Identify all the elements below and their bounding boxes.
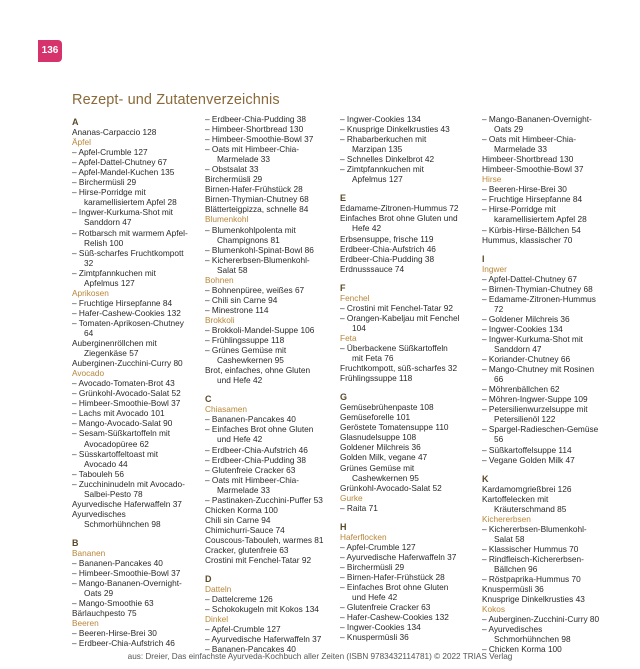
index-subentry: – Schnelles Dinkelbrot 42 <box>340 154 468 164</box>
index-section: Fenchel <box>340 292 370 303</box>
index-section: Chiasamen <box>205 404 247 415</box>
index-column-1 <box>72 114 192 648</box>
index-subentry: – Knuspermüsli 36 <box>340 632 468 642</box>
index-entry: Kartoffelecken mit <box>482 493 549 504</box>
index-subentry: – Apfel-Crumble 127 <box>340 542 468 552</box>
index-continuation: Marmelade 33 <box>217 484 271 495</box>
index-entry: Crostini mit Fenchel-Tatar 92 <box>205 555 312 566</box>
index-gap <box>72 529 192 535</box>
index-subentry: – Vegane Golden Milk 47 <box>482 455 612 465</box>
index-subentry: – Apfel-Dattel-Chutney 67 <box>72 157 192 167</box>
index-subentry: – Spargel-Radieschen-Gemüse <box>482 424 612 434</box>
index-continuation: und Hefe 42 <box>217 434 263 445</box>
index-subentry: – Pastinaken-Zucchini-Puffer 53 <box>205 495 333 505</box>
index-entry: Erdnusssauce 74 <box>340 263 405 274</box>
index-subentry: – Bohnenpüree, weißes 67 <box>205 285 333 295</box>
index-subentry: – Koriander-Chutney 66 <box>482 354 612 364</box>
index-subentry: – Blumenkohlpolenta mit <box>205 225 333 235</box>
index-section: Beeren <box>72 618 99 629</box>
index-subentry: – Blumenkohl-Spinat-Bowl 86 <box>205 245 333 255</box>
index-entry: Brot, einfaches, ohne Gluten <box>205 365 311 376</box>
index-gap <box>340 274 468 280</box>
index-continuation: 32 <box>84 257 94 268</box>
index-subentry: – Knusprige Dinkelkrusties 43 <box>340 124 468 134</box>
index-entry: Knuspermüsli 36 <box>482 584 544 595</box>
index-subentry: – Apfel-Crumble 127 <box>205 624 333 634</box>
index-continuation: Marzipan 135 <box>352 144 403 155</box>
index-entry: Chicken Korma 100 <box>205 504 278 515</box>
index-subentry: – Himbeer-Shortbread 130 <box>205 124 333 134</box>
index-subentry: – Mango-Avocado-Salat 90 <box>72 418 192 428</box>
index-subentry: – Ayurvedische Haferwaffeln 37 <box>340 552 468 562</box>
index-subentry: – Ayurvedisches <box>482 624 612 634</box>
index-letter: E <box>340 193 347 204</box>
index-subentry: – Birnen-Hafer-Frühstück 28 <box>340 572 468 582</box>
index-subentry: – Zimtpfannkuchen mit <box>340 164 468 174</box>
index-section: Blumenkohl <box>205 214 249 225</box>
index-subentry: – Oats mit Himbeer-Chia- <box>482 134 612 144</box>
index-entry: Frühlingssuppe 118 <box>340 373 413 384</box>
index-continuation: Schmorhühnchen 98 <box>494 634 571 645</box>
index-continuation: Salat 58 <box>494 533 525 544</box>
index-subentry: – Kichererbsen-Blumenkohl- <box>482 524 612 534</box>
index-subentry: – Lachs mit Avocado 101 <box>72 408 192 418</box>
index-continuation: Cashewkernen 95 <box>352 472 419 483</box>
index-section: Hirse <box>482 174 502 185</box>
index-subentry: – Mango-Bananen-Overnight- <box>72 578 192 588</box>
index-letter: H <box>340 521 347 532</box>
index-subentry: – Ayurvedische Haferwaffeln 37 <box>205 634 333 644</box>
index-gap <box>340 184 468 190</box>
index-subentry: – Zucchininudeln mit Avocado- <box>72 479 192 489</box>
index-gap <box>482 465 612 471</box>
index-subentry: – Petersilienwurzelsuppe mit <box>482 404 612 414</box>
index-subentry: – Glutenfreie Cracker 63 <box>205 465 333 475</box>
index-subentry: – Himbeer-Smoothie-Bowl 37 <box>72 568 192 578</box>
index-subentry: – Sesam-Süßkartoffeln mit <box>72 428 192 438</box>
index-subentry: – Rhabarberkuchen mit <box>340 134 468 144</box>
index-entry: Knusprige Dinkelkrusties 43 <box>482 594 585 605</box>
index-column-3 <box>340 114 468 642</box>
index-subentry: – Süß-scharfes Fruchtkompott <box>72 248 192 258</box>
index-subentry: – Mango-Smoothie 63 <box>72 598 192 608</box>
index-gap <box>482 245 612 251</box>
index-continuation: Apfelmus 127 <box>352 174 403 185</box>
index-subentry: – Himbeer-Smoothie-Bowl 37 <box>205 134 333 144</box>
index-entry: Goldener Milchreis 36 <box>340 442 421 453</box>
index-continuation: Oats 29 <box>494 124 524 135</box>
index-subentry: – Orangen-Kabeljau mit Fenchel <box>340 313 468 323</box>
index-entry: Auberginen-Zucchini-Curry 80 <box>72 358 183 369</box>
index-subentry: – Hirse-Porridge mit <box>482 204 612 214</box>
index-continuation: Bällchen 96 <box>494 564 538 575</box>
index-section: Bananen <box>72 547 106 558</box>
index-continuation: Kräuterschmand 85 <box>494 503 567 514</box>
index-gap <box>340 513 468 519</box>
index-continuation: Cashewkernen 95 <box>217 355 284 366</box>
index-subentry: – Crostini mit Fenchel-Tatar 92 <box>340 303 468 313</box>
index-entry: Fruchtkompott, süß-scharfes 32 <box>340 363 458 374</box>
index-continuation: 66 <box>494 374 504 385</box>
index-continuation: Apfelmus 127 <box>84 277 135 288</box>
index-entry: Grünes Gemüse mit <box>340 462 415 473</box>
index-subentry: – Ingwer-Kurkuma-Shot mit <box>72 207 192 217</box>
index-subentry: – Überbackene Süßkartoffeln <box>340 343 468 353</box>
index-subentry: – Avocado-Tomaten-Brot 43 <box>72 378 192 388</box>
index-subentry: – Schokokugeln mit Kokos 134 <box>205 604 333 614</box>
index-subentry: – Ingwer-Kurkuma-Shot mit <box>482 334 612 344</box>
index-continuation: karamellisiertem Apfel 28 <box>84 197 177 208</box>
index-subentry: – Dattelcreme 126 <box>205 594 333 604</box>
index-entry: Auberginenröllchen mit <box>72 338 157 349</box>
index-subentry: – Apfel-Crumble 127 <box>72 147 192 157</box>
index-subentry: – Grünes Gemüse mit <box>205 345 333 355</box>
index-subentry: – Kürbis-Hirse-Bällchen 54 <box>482 225 612 235</box>
index-subentry: – Möhren-Ingwer-Suppe 109 <box>482 394 612 404</box>
index-continuation: karamellisiertem Apfel 28 <box>494 214 587 225</box>
index-continuation: 72 <box>494 303 504 314</box>
index-section: Kichererbsen <box>482 513 531 524</box>
index-entry: Himbeer-Shortbread 130 <box>482 154 574 165</box>
index-subentry: – Erdbeer-Chia-Pudding 38 <box>205 455 333 465</box>
index-letter: A <box>72 117 79 127</box>
index-entry: Einfaches Brot ohne Gluten und <box>340 213 458 224</box>
index-entry: Chili sin Carne 94 <box>205 514 271 525</box>
index-subentry: – Beeren-Hirse-Brei 30 <box>72 628 192 638</box>
index-entry: Himbeer-Smoothie-Bowl 37 <box>482 164 584 175</box>
index-subentry: – Apfel-Mandel-Kuchen 135 <box>72 167 192 177</box>
index-continuation: Ziegenkäse 57 <box>84 348 139 359</box>
index-subentry: – Rindfleisch-Kichererbsen- <box>482 554 612 564</box>
index-subentry: – Chili sin Carne 94 <box>205 295 333 305</box>
index-entry: Bärlauchpesto 75 <box>72 608 137 619</box>
index-continuation: Avocado 44 <box>84 458 128 469</box>
index-section: Äpfel <box>72 137 91 148</box>
index-subentry: – Mango-Bananen-Overnight- <box>482 114 612 124</box>
index-subentry: – Oats mit Himbeer-Chia- <box>205 475 333 485</box>
index-subentry: – Erdbeer-Chia-Aufstrich 46 <box>205 445 333 455</box>
index-entry: Golden Milk, vegane 47 <box>340 452 428 463</box>
index-subentry: – Kichererbsen-Blumenkohl- <box>205 255 333 265</box>
index-subentry: – Süßkartoffelsuppe 114 <box>482 445 612 455</box>
index-section: Brokkoli <box>205 314 235 325</box>
index-section: Kokos <box>482 604 506 615</box>
index-subentry: – Tomaten-Aprikosen-Chutney <box>72 318 192 328</box>
index-subentry: – Röstpaprika-Hummus 70 <box>482 574 612 584</box>
index-continuation: und Hefe 42 <box>217 375 263 386</box>
index-subentry: – Hafer-Cashew-Cookies 132 <box>340 612 468 622</box>
index-continuation: Marmelade 33 <box>217 154 271 165</box>
index-subentry: – Minestrone 114 <box>205 305 333 315</box>
index-gap <box>340 383 468 389</box>
index-subentry: – Edamame-Zitronen-Hummus <box>482 294 612 304</box>
index-subentry: – Zimtpfannkuchen mit <box>72 268 192 278</box>
index-entry: Edamame-Zitronen-Hummus 72 <box>340 203 459 214</box>
index-entry: Glasnudelsuppe 108 <box>340 432 417 443</box>
index-entry: Gemüsebrühenpaste 108 <box>340 402 434 413</box>
index-section: Feta <box>340 332 357 343</box>
index-letter: B <box>72 537 79 548</box>
index-subentry: – Tabouleh 56 <box>72 469 192 479</box>
index-entry: Gemüseforelle 101 <box>340 412 411 423</box>
index-subentry: – Mango-Chutney mit Rosinen <box>482 364 612 374</box>
index-continuation: Petersilienöl 122 <box>494 414 556 425</box>
index-subentry: – Hirse-Porridge mit <box>72 187 192 197</box>
index-gap <box>205 385 333 391</box>
index-entry: Ayurvedische Haferwaffeln 37 <box>72 498 182 509</box>
index-section: Gurke <box>340 492 363 503</box>
index-subentry: – Himbeer-Smoothie-Bowl 37 <box>72 398 192 408</box>
index-entry: Kardamomgrießbrei 126 <box>482 483 572 494</box>
index-column-4 <box>482 114 612 654</box>
index-entry: Birchermüsli 29 <box>205 174 263 185</box>
index-subentry: – Fruchtige Hirsepfanne 84 <box>482 194 612 204</box>
index-continuation: und Hefe 42 <box>352 592 398 603</box>
index-entry: Couscous-Tabouleh, warmes 81 <box>205 534 324 545</box>
index-entry: Chimichurri-Sauce 74 <box>205 524 285 535</box>
index-continuation: Hefe 42 <box>352 223 382 234</box>
index-continuation: Schmorhühnchen 98 <box>84 518 161 529</box>
index-section: Avocado <box>72 368 105 379</box>
index-subentry: – Chicken Korma 100 <box>482 644 612 654</box>
index-column-2 <box>205 114 333 654</box>
index-subentry: – Brokkoli-Mandel-Suppe 106 <box>205 325 333 335</box>
page-footer: aus: Dreier, Das einfachste Ayurveda-Kochbuch aller Zeiten (ISBN 9783432114781) © 2022 TRIAS Verlag <box>127 652 513 661</box>
index-subentry: – Birchermüsli 29 <box>340 562 468 572</box>
index-subentry: – Apfel-Dattel-Chutney 67 <box>482 274 612 284</box>
index-section: Bohnen <box>205 274 234 285</box>
index-subentry: – Einfaches Brot ohne Gluten <box>340 582 468 592</box>
index-subentry: – Rotbarsch mit warmem Apfel- <box>72 228 192 238</box>
index-subentry: – Ingwer-Cookies 134 <box>340 622 468 632</box>
index-continuation: Sanddorn 47 <box>494 344 542 355</box>
index-continuation: Champignons 81 <box>217 234 280 245</box>
index-subentry: – Möhrenbällchen 62 <box>482 384 612 394</box>
index-entry: Ayurvedisches <box>72 508 126 519</box>
index-subentry: – Bananen-Pancakes 40 <box>205 644 333 654</box>
index-letter: F <box>340 282 346 293</box>
index-gap <box>205 565 333 571</box>
index-subentry: – Erdbeer-Chia-Aufstrich 46 <box>72 638 192 648</box>
index-letter: D <box>205 574 212 585</box>
index-subentry: – Erdbeer-Chia-Pudding 38 <box>205 114 333 124</box>
index-subentry: – Raita 71 <box>340 503 468 513</box>
index-continuation: 104 <box>352 322 366 333</box>
index-section: Haferflocken <box>340 531 387 542</box>
index-continuation: Marmelade 33 <box>494 144 548 155</box>
index-entry: Erdbeer-Chia-Pudding 38 <box>340 253 435 264</box>
index-subentry: – Ingwer-Cookies 134 <box>482 324 612 334</box>
index-entry: Erdbeer-Chia-Aufstrich 46 <box>340 243 436 254</box>
index-continuation: Salat 58 <box>217 264 248 275</box>
index-subentry: – Beeren-Hirse-Brei 30 <box>482 184 612 194</box>
index-continuation: 56 <box>494 434 504 445</box>
index-subentry: – Birchermüsli 29 <box>72 177 192 187</box>
index-letter: K <box>482 473 489 484</box>
index-section: Dinkel <box>205 614 229 625</box>
index-subentry: – Goldener Milchreis 36 <box>482 314 612 324</box>
index-entry: Cracker, glutenfreie 63 <box>205 544 289 555</box>
index-letter: G <box>340 392 348 403</box>
index-continuation: mit Feta 76 <box>352 353 394 364</box>
index-continuation: Avocadopüree 62 <box>84 438 149 449</box>
index-section: Ingwer <box>482 263 507 274</box>
index-subentry: – Fruchtige Hirsepfanne 84 <box>72 298 192 308</box>
index-letter: C <box>205 394 212 405</box>
index-continuation: Relish 100 <box>84 237 124 248</box>
index-subentry: – Obstsalat 33 <box>205 164 333 174</box>
index-continuation: Sanddorn 47 <box>84 217 132 228</box>
index-subentry: – Einfaches Brot ohne Gluten <box>205 424 333 434</box>
index-entry: Grünkohl-Avocado-Salat 52 <box>340 482 442 493</box>
index-entry: Hummus, klassischer 70 <box>482 234 573 245</box>
index-letter: I <box>482 253 485 264</box>
index-continuation: Salbei-Pesto 78 <box>84 488 143 499</box>
index-continuation: 64 <box>84 327 94 338</box>
index-entry: Geröstete Tomatensuppe 110 <box>340 422 449 433</box>
page-title: Rezept- und Zutatenverzeichnis <box>72 92 280 108</box>
index-subentry: – Bananen-Pancakes 40 <box>72 558 192 568</box>
index-subentry: – Birnen-Thymian-Chutney 68 <box>482 284 612 294</box>
index-subentry: – Oats mit Himbeer-Chia- <box>205 144 333 154</box>
index-entry: Birnen-Thymian-Chutney 68 <box>205 194 309 205</box>
index-entry: Ananas-Carpaccio 128 <box>72 127 157 138</box>
index-subentry: – Hafer-Cashew-Cookies 132 <box>72 308 192 318</box>
index-entry: Erbsensuppe, frische 119 <box>340 233 434 244</box>
index-subentry: – Grünkohl-Avocado-Salat 52 <box>72 388 192 398</box>
index-continuation: Oats 29 <box>84 588 114 599</box>
index-subentry: – Glutenfreie Cracker 63 <box>340 602 468 612</box>
index-subentry: – Süsskartoffeltoast mit <box>72 449 192 459</box>
index-section: Datteln <box>205 584 232 595</box>
index-subentry: – Auberginen-Zucchini-Curry 80 <box>482 614 612 624</box>
index-section: Aprikosen <box>72 287 109 298</box>
index-subentry: – Frühlingssuppe 118 <box>205 335 333 345</box>
index-entry: Birnen-Hafer-Frühstück 28 <box>205 184 303 195</box>
page-number-badge: 136 <box>38 40 62 62</box>
index-entry: Blätterteigpizza, schnelle 84 <box>205 204 309 215</box>
index-subentry: – Bananen-Pancakes 40 <box>205 414 333 424</box>
index-subentry: – Klassischer Hummus 70 <box>482 544 612 554</box>
index-subentry: – Ingwer-Cookies 134 <box>340 114 468 124</box>
